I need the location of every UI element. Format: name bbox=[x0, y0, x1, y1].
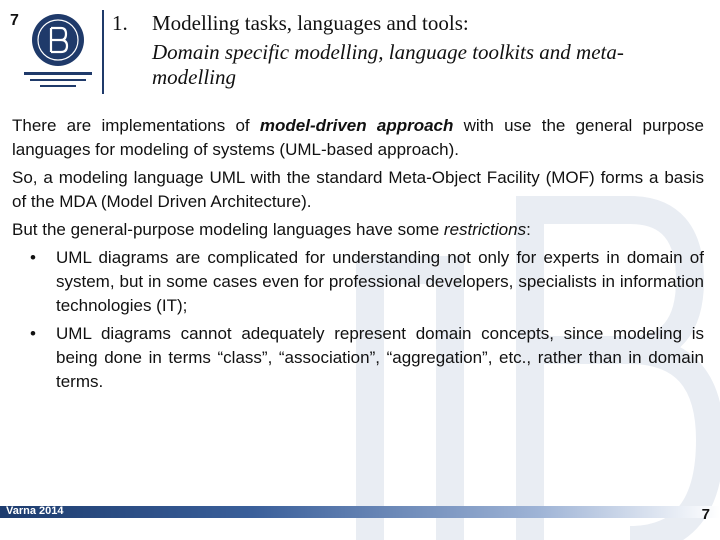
bullet-icon: • bbox=[30, 248, 36, 267]
list-item bbox=[12, 246, 704, 318]
paragraph-3 bbox=[12, 218, 704, 242]
title-number: 1. bbox=[112, 11, 128, 35]
title-subtitle: Domain specific modelling, language toolkits and meta-modelling bbox=[152, 40, 624, 89]
paragraph-3-emphasis: restrictions bbox=[443, 220, 527, 239]
footer-bar bbox=[0, 506, 720, 518]
list-item-text: UML diagrams are complicated for understanding not only for experts in domain of system, but in some cases even for professional developers, specialists in information technologies (IT); bbox=[56, 248, 704, 315]
hse-logo-icon bbox=[18, 10, 98, 92]
paragraph-2: So, a modeling language UML with the standard Meta-Object Facility (MOF) forms a basis of the MDA (Model Driven Architecture). bbox=[12, 168, 704, 211]
paragraph-1-text-a: There are implementations of bbox=[12, 116, 260, 135]
footer-event-label: Varna 2014 bbox=[6, 505, 64, 517]
list-item bbox=[12, 322, 704, 394]
paragraph-3-text-b: : bbox=[526, 220, 531, 239]
header-divider bbox=[102, 10, 104, 94]
paragraph-3-text-a: But the general-purpose modeling languages have some bbox=[12, 220, 444, 239]
restrictions-list bbox=[12, 246, 704, 394]
paragraph-1 bbox=[12, 114, 704, 162]
bullet-icon: • bbox=[30, 324, 36, 343]
slide-number-top: 7 bbox=[10, 12, 19, 29]
page-number: 7 bbox=[701, 506, 710, 523]
paragraph-1-text-b: with use the general purpose languages for modeling of systems (UML-based approach). bbox=[12, 116, 704, 159]
slide-body bbox=[12, 114, 704, 398]
list-item-text: UML diagrams cannot adequately represent domain concepts, since modeling is being done in terms “class”, “association”, “aggregation”, etc., rather than in domain terms. bbox=[56, 324, 704, 391]
title-heading: Modelling tasks, languages and tools: bbox=[152, 11, 469, 35]
paragraph-1-emphasis: model-driven approach bbox=[259, 116, 454, 135]
